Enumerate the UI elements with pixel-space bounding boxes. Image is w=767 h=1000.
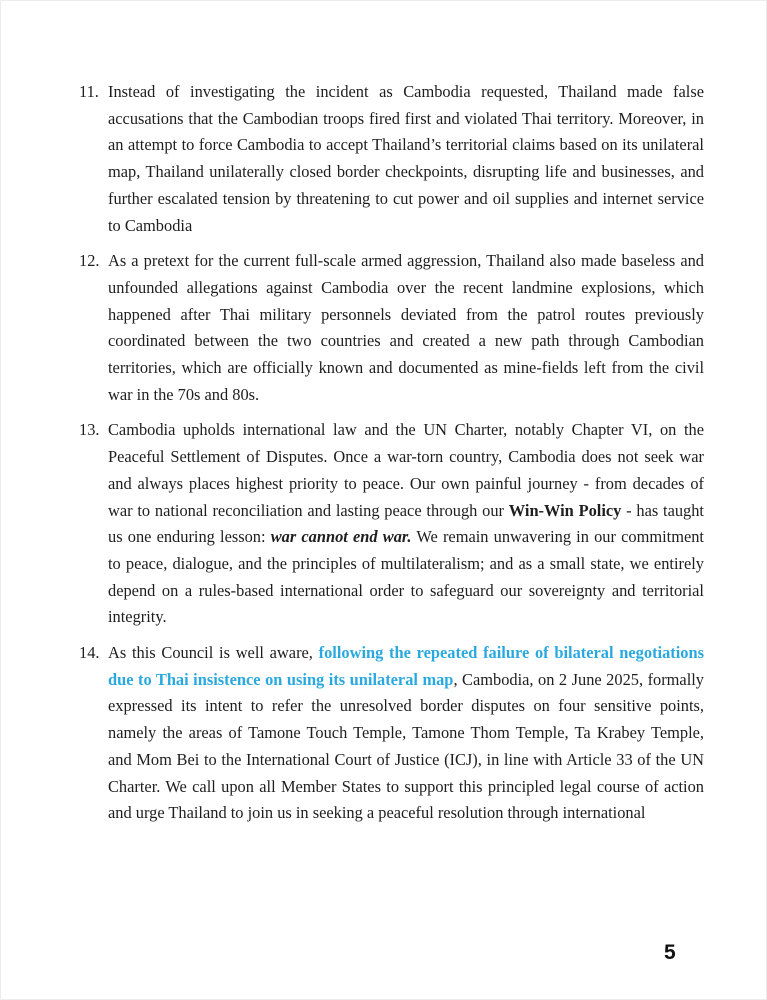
paragraph-11: [79, 79, 704, 239]
win-win-policy-emphasis: Win-Win Policy: [508, 500, 622, 520]
paragraph-number: 14.: [79, 643, 100, 663]
page-number: 5: [664, 941, 676, 964]
text-segment: We remain unwavering in our commitment to peace, dialogue, and the principles of multilateralism; and as a small state, we entirely depend on a rules-based international order to safeguard our sovereignty and territorial integrity.: [108, 527, 704, 627]
paragraph-number: 12.: [79, 251, 100, 271]
paragraph-14: [79, 640, 704, 827]
document-body: [79, 79, 704, 836]
war-cannot-end-war-emphasis: war cannot end war.: [270, 527, 412, 547]
paragraph-text: [108, 417, 704, 631]
paragraph-12: [79, 248, 704, 408]
text-segment: - has taught us one enduring lesson:: [108, 500, 704, 547]
paragraph-number: 11.: [79, 82, 99, 101]
text-segment: As this Council is well aware,: [108, 643, 319, 663]
paragraph-number: 13.: [79, 420, 100, 440]
highlighted-text: following the repeated failure of bilateral negotiations due to Thai insistence on using its unilateral map: [108, 643, 704, 689]
text-segment: Instead of investigating the incident as Cambodia requested, Thailand made false accusations that the Cambodian troops fired first and violated Thai territory. Moreover, in an attempt to force Cambodia to accept Thailand’s territorial claims based on its unilateral map, Thailand unilaterally closed border checkpoints, disrupting life and businesses, and further escalated tension by threatening to cut power and oil supplies and internet service to Cambodia: [108, 82, 704, 235]
paragraph-13: [79, 417, 704, 631]
text-segment: , Cambodia, on 2 June 2025, formally expressed its intent to refer the unresolved border disputes on four sensitive points, namely the areas of Tamone Touch Temple, Tamone Thom Temple, Ta Krabey Temple, and Mom Bei to the International Court of Justice (ICJ), in line with Article 33 of the UN Charter. We call upon all Member States to support this principled legal course of action and urge Thailand to join us in seeking a peaceful resolution through international: [108, 669, 705, 823]
text-segment: As a pretext for the current full-scale armed aggression, Thailand also made baseless and unfounded allegations against Cambodia over the recent landmine explosions, which happened after Thai military personnels deviated from the patrol routes previously coordinated between the two countries and created a new path through Cambodian territories, which are officially known and documented as mine-fields left from the civil war in the 70s and 80s.: [108, 251, 704, 404]
paragraph-text: [108, 79, 704, 239]
paragraph-text: [108, 640, 704, 827]
text-segment: Cambodia upholds international law and the UN Charter, notably Chapter VI, on the Peaceful Settlement of Disputes. Once a war-torn country, Cambodia does not seek war and always places highest priority to peace. Our own painful journey - from decades of war to national reconciliation and lasting peace through our: [108, 420, 704, 520]
paragraph-text: [108, 248, 704, 408]
